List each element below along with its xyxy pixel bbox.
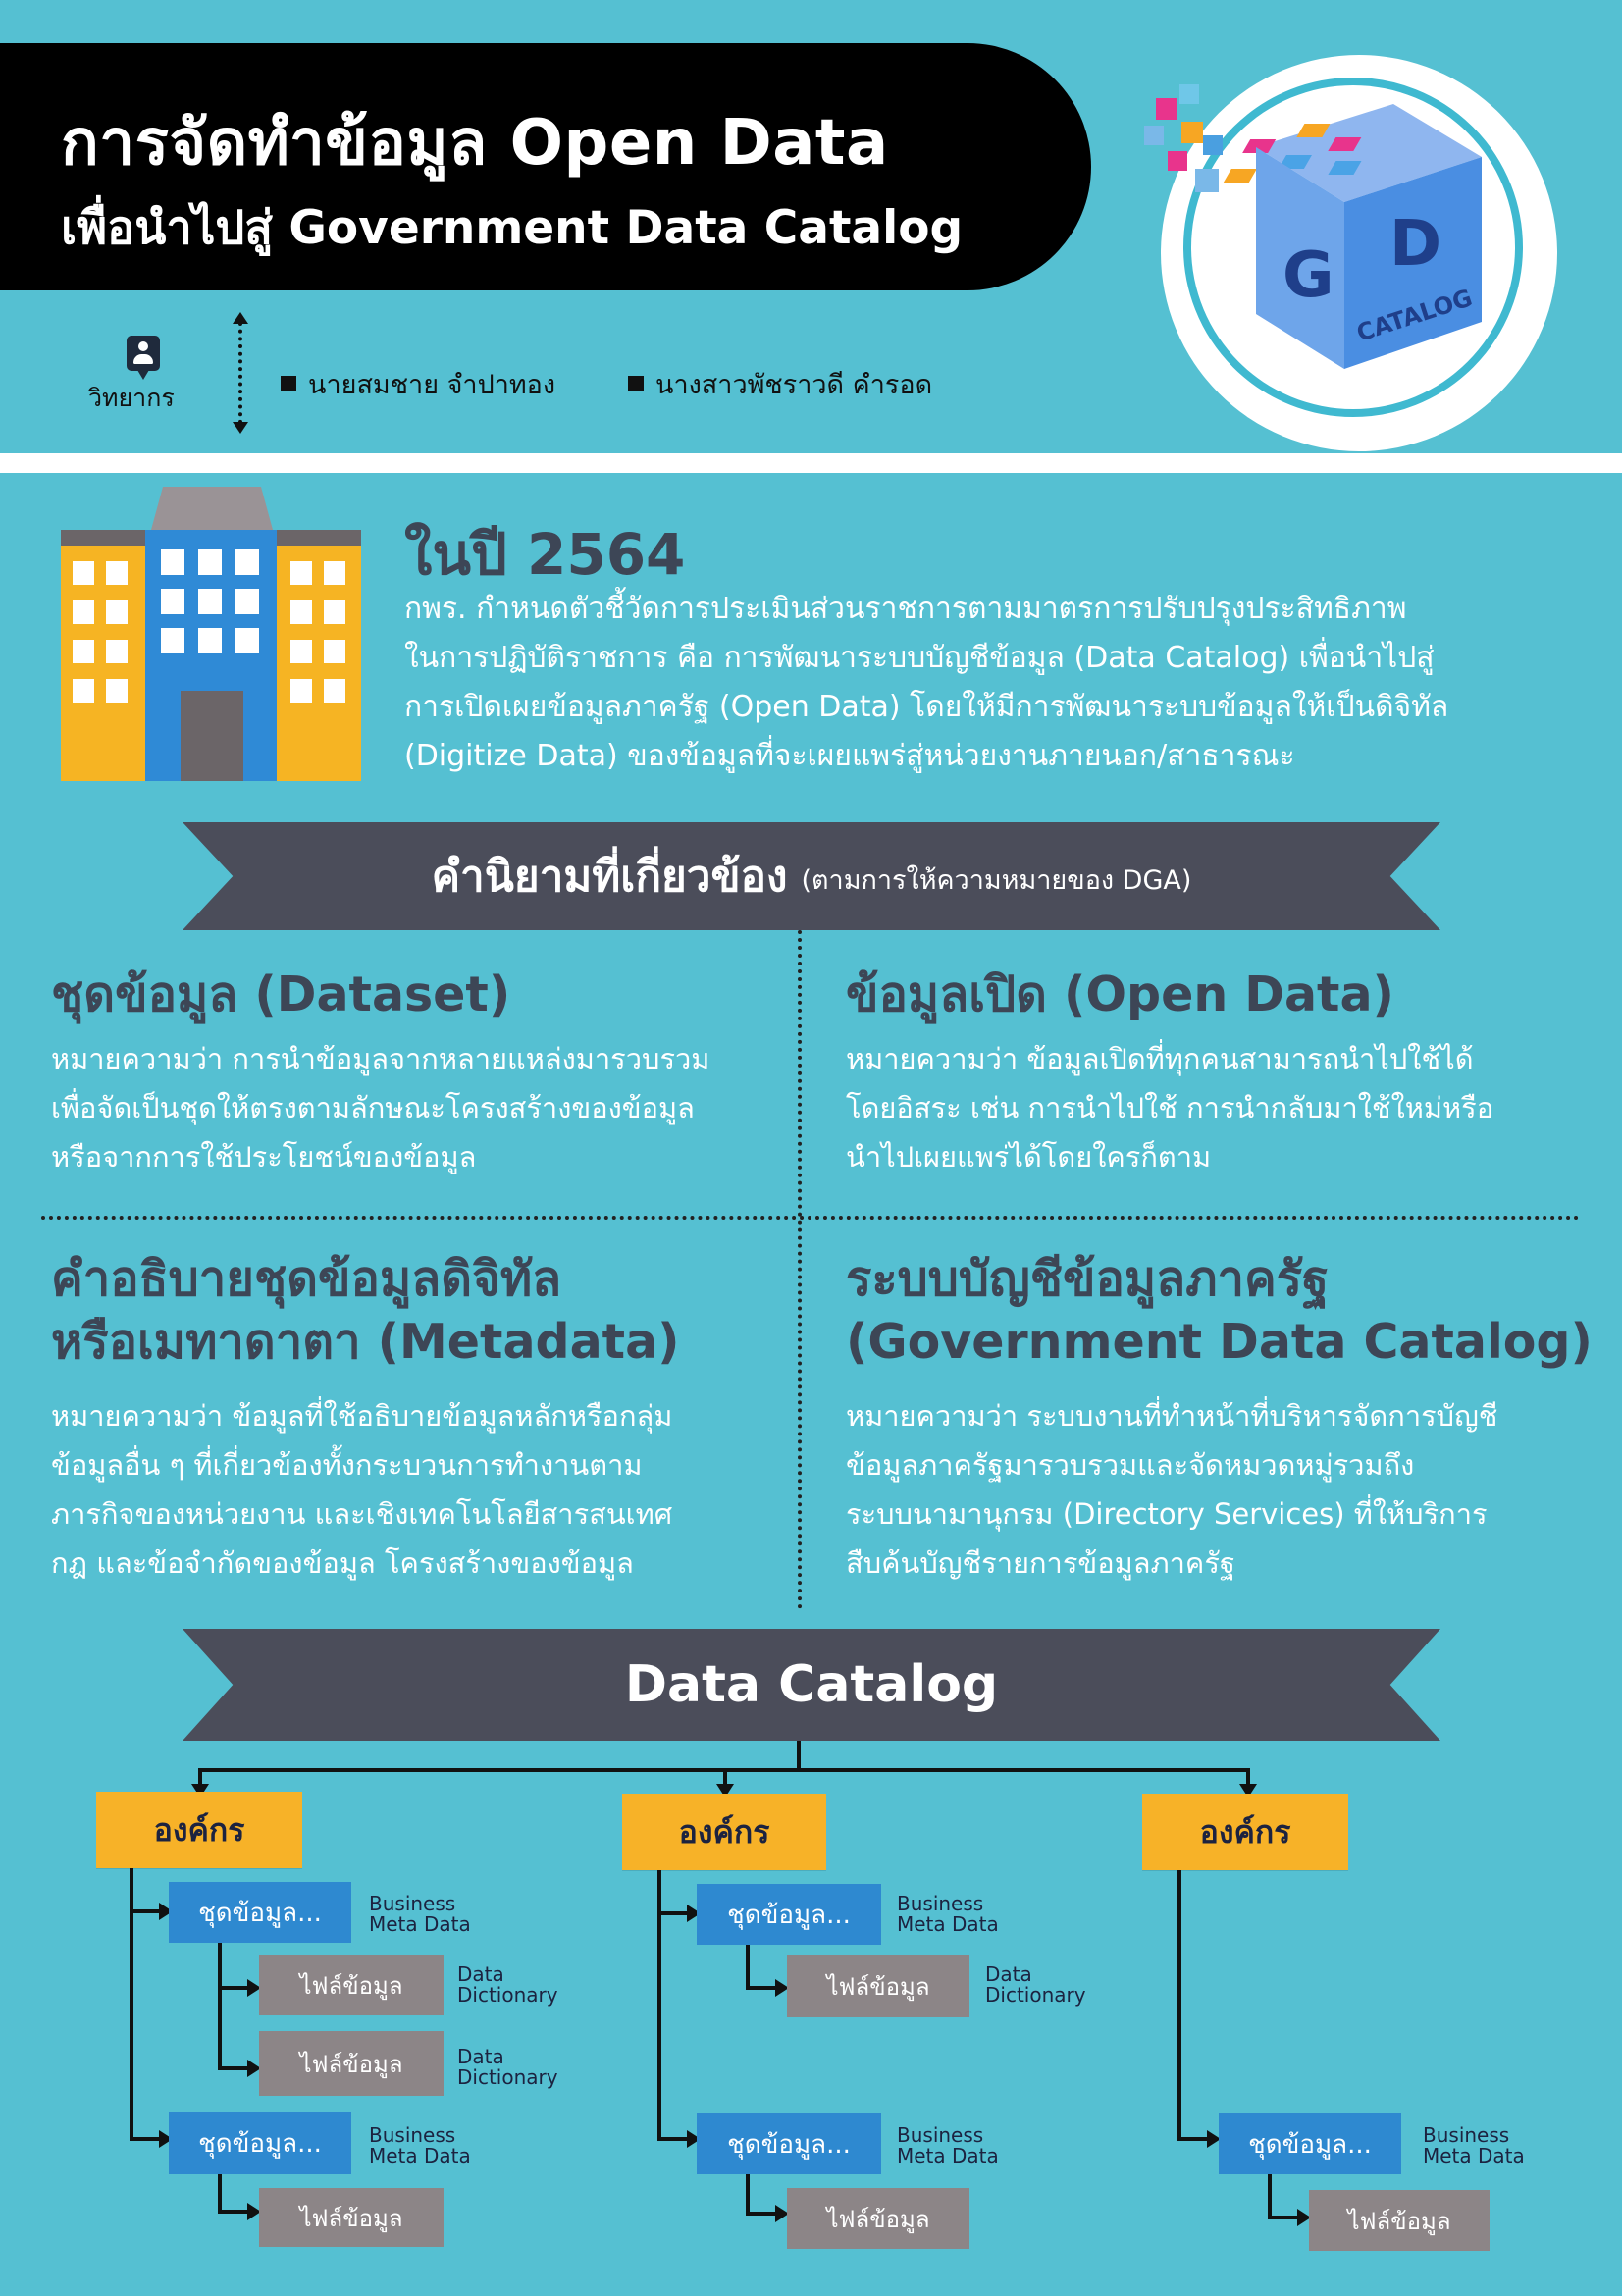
- bullet-square-icon: [281, 376, 296, 391]
- definition-line: หรือจากการใช้ประโยชน์ของข้อมูล: [51, 1140, 477, 1174]
- data-dictionary-label: Data Dictionary: [985, 1962, 1086, 2007]
- business-meta-label: Business Meta Data: [369, 2123, 471, 2167]
- tree-connector: [746, 2174, 750, 2216]
- business-meta-label: Business Meta Data: [1423, 2123, 1525, 2167]
- org-box: องค์กร: [96, 1792, 302, 1868]
- divider-vertical: [798, 930, 802, 1609]
- tree-connector: [218, 2174, 222, 2214]
- definition-line: ข้อมูลอื่น ๆ ที่เกี่ยวข้องทั้งกระบวนการทำงานตาม: [51, 1448, 643, 1482]
- tree-connector: [746, 1986, 779, 1990]
- definition-gov-data-catalog: [846, 1248, 1593, 1374]
- tree-connector: [797, 1741, 801, 1770]
- definition-title: คำอธิบายชุดข้อมูลดิจิทัล: [51, 1251, 562, 1307]
- tree-connector: [1177, 2137, 1211, 2141]
- tree-connector: [218, 2210, 251, 2214]
- tree-connector: [1268, 2216, 1301, 2219]
- definition-body: [51, 1391, 672, 1588]
- tree-connector: [130, 1909, 163, 1913]
- definition-title: ชุดข้อมูล (Dataset): [51, 966, 511, 1022]
- gd-cube-icon: [1138, 78, 1541, 402]
- tree-connector: [130, 2137, 163, 2141]
- definition-title: ข้อมูลเปิด (Open Data): [846, 966, 1394, 1022]
- dataset-box: ชุดข้อมูล...: [697, 2113, 881, 2174]
- tree-connector: [746, 2212, 779, 2216]
- divider-horizontal: [41, 1216, 1580, 1220]
- building-icon: [61, 487, 361, 781]
- tree-connector: [218, 1943, 222, 2070]
- tree-connector: [218, 2066, 251, 2070]
- business-meta-label: Business Meta Data: [369, 1892, 471, 1936]
- definition-title: (Government Data Catalog): [846, 1314, 1593, 1370]
- business-meta-label: Business Meta Data: [897, 2123, 999, 2167]
- intro-line: (Digitize Data) ของข้อมูลที่จะเผยแพร่สู่หน่วยงานภายนอก/สาธารณะ: [404, 739, 1295, 773]
- definition-line: โดยอิสระ เช่น การนำไปใช้ การนำกลับมาใช้ใหม่หรือ: [846, 1091, 1494, 1124]
- dataset-box: ชุดข้อมูล...: [697, 1884, 881, 1945]
- speaker-name-2: นางสาวพัชราวดี คำรอด: [628, 363, 932, 405]
- tree-connector: [657, 1911, 691, 1915]
- definition-line: ข้อมูลภาครัฐมารวบรวมและจัดหมวดหมู่รวมถึง: [846, 1448, 1415, 1482]
- definition-line: หมายความว่า ข้อมูลที่ใช้อธิบายข้อมูลหลักหรือกลุ่ม: [51, 1399, 673, 1433]
- logo-letter-d: D: [1389, 208, 1442, 281]
- definitions-banner-text: [183, 822, 1440, 930]
- definition-line: หมายความว่า การนำข้อมูลจากหลายแหล่งมารวบรวม: [51, 1042, 710, 1075]
- definition-title: หรือเมทาดาตา (Metadata): [51, 1314, 680, 1370]
- definitions-title: คำนิยามที่เกี่ยวข้อง: [431, 852, 788, 902]
- tree-connector: [1177, 1870, 1181, 2141]
- org-box: องค์กร: [622, 1794, 826, 1870]
- file-box: ไฟล์ข้อมูล: [259, 1955, 444, 2015]
- logo-letter-g: G: [1282, 239, 1334, 312]
- file-box: ไฟล์ข้อมูล: [259, 2031, 444, 2096]
- dataset-box: ชุดข้อมูล...: [169, 1882, 351, 1943]
- data-dictionary-label: Data Dictionary: [457, 1962, 558, 2007]
- definitions-subtitle: (ตามการให้ความหมายของ DGA): [801, 864, 1192, 896]
- tree-connector: [657, 2137, 691, 2141]
- logo-catalog-text: CATALOG: [1353, 284, 1476, 347]
- double-arrow-icon: [238, 322, 246, 424]
- intro-line: ในการปฏิบัติราชการ คือ การพัฒนาระบบบัญชีข้อมูล (Data Catalog) เพื่อนำไปสู่: [404, 641, 1435, 675]
- page-title: การจัดทำข้อมูล Open Data: [61, 107, 889, 180]
- file-box: ไฟล์ข้อมูล: [787, 1955, 969, 2017]
- definition-line: เพื่อจัดเป็นชุดให้ตรงตามลักษณะโครงสร้างของข้อมูล: [51, 1091, 695, 1124]
- speaker-label: วิทยากร: [88, 384, 175, 412]
- dataset-box: ชุดข้อมูล...: [1219, 2113, 1401, 2174]
- intro-line: การเปิดเผยข้อมูลภาครัฐ (Open Data) โดยให้มีการพัฒนาระบบข้อมูลให้เป็นดิจิทัล: [404, 690, 1449, 724]
- definition-dataset: [51, 964, 510, 1026]
- org-box: องค์กร: [1142, 1794, 1348, 1870]
- business-meta-label: Business Meta Data: [897, 1892, 999, 1936]
- definition-line: ระบบนามานุกรม (Directory Services) ที่ให้บริการ: [846, 1497, 1488, 1531]
- page-subtitle: เพื่อนำไปสู่ Government Data Catalog: [61, 201, 964, 255]
- file-box: ไฟล์ข้อมูล: [259, 2188, 444, 2247]
- definition-line: นำไปเผยแพร่ได้โดยใครก็ตาม: [846, 1140, 1212, 1174]
- definition-body: [846, 1034, 1493, 1181]
- file-box: ไฟล์ข้อมูล: [1309, 2190, 1490, 2251]
- definition-line: หมายความว่า ระบบงานที่ทำหน้าที่บริหารจัดการบัญชี: [846, 1399, 1498, 1433]
- header-divider: [0, 453, 1622, 473]
- intro-line: กพร. กำหนดตัวชี้วัดการประเมินส่วนราชการตามมาตรการปรับปรุงประสิทธิภาพ: [404, 592, 1407, 626]
- data-catalog-title: Data Catalog: [624, 1655, 999, 1714]
- speaker-name-1: นายสมชาย จำปาทอง: [281, 363, 555, 405]
- definition-title: ระบบบัญชีข้อมูลภาครัฐ: [846, 1251, 1330, 1307]
- definition-body: [51, 1034, 709, 1181]
- definition-metadata: [51, 1248, 680, 1374]
- data-dictionary-label: Data Dictionary: [457, 2045, 558, 2089]
- tree-connector: [218, 1986, 251, 1990]
- definition-line: ภารกิจของหน่วยงาน และเชิงเทคโนโลยีสารสนเทศ: [51, 1497, 673, 1531]
- definition-open-data: [846, 964, 1394, 1026]
- dataset-box: ชุดข้อมูล...: [169, 2112, 351, 2174]
- speaker-icon: [127, 336, 160, 371]
- tree-connector: [1268, 2174, 1272, 2219]
- definition-body: [846, 1391, 1497, 1588]
- intro-year-title: ในปี 2564: [404, 521, 686, 588]
- bullet-square-icon: [628, 376, 644, 391]
- definition-line: กฎ และข้อจำกัดของข้อมูล โครงสร้างของข้อมูล: [51, 1546, 634, 1580]
- definition-line: หมายความว่า ข้อมูลเปิดที่ทุกคนสามารถนำไปใช้ได้: [846, 1042, 1474, 1075]
- tree-connector: [746, 1945, 750, 1990]
- definition-line: สืบค้นบัญชีรายการข้อมูลภาครัฐ: [846, 1546, 1235, 1580]
- intro-paragraph: [404, 585, 1582, 781]
- file-box: ไฟล์ข้อมูล: [787, 2188, 969, 2249]
